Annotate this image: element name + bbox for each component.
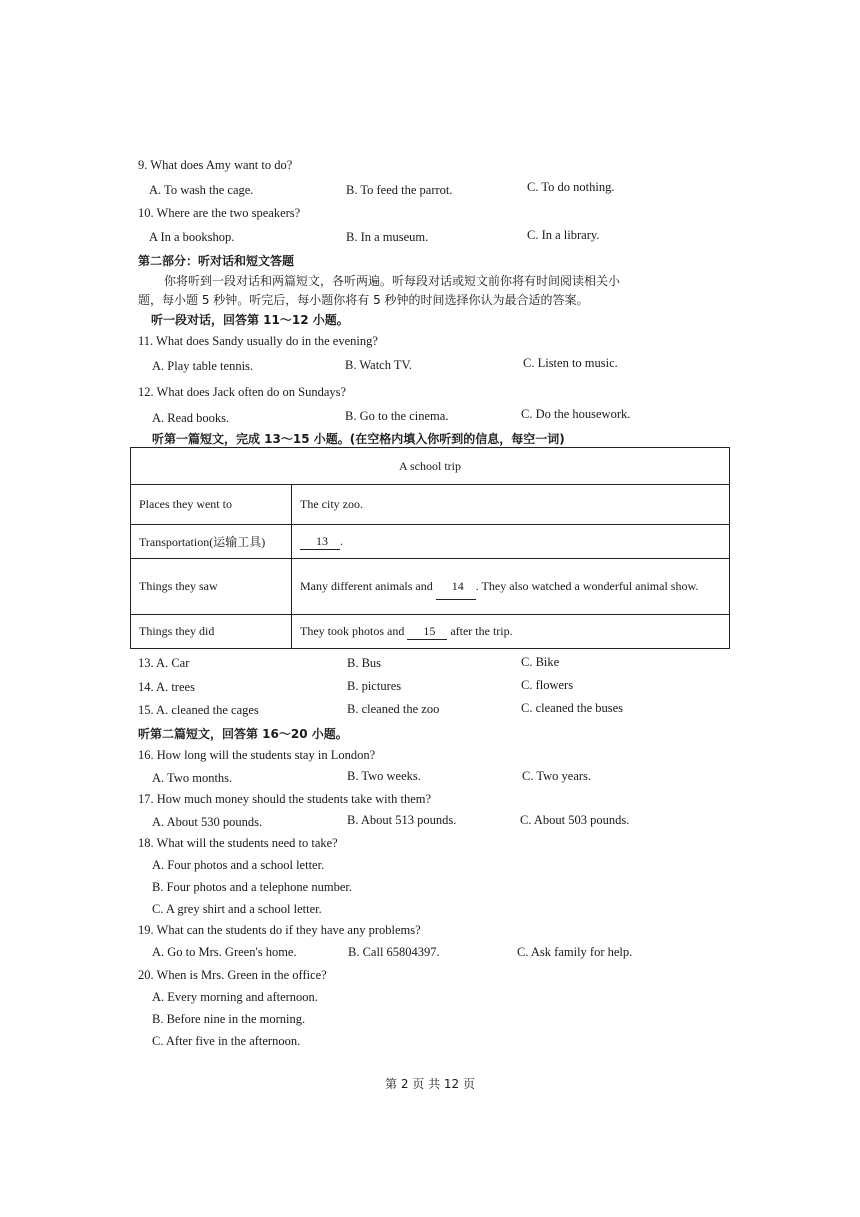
question-12-stem: 12. What does Jack often do on Sundays? [138, 385, 347, 399]
question-12-option-b: B. Go to the cinema. [345, 409, 449, 423]
passage2-heading: 听第二篇短文，回答第 16～20 小题。 [138, 727, 348, 741]
answer-blank-14[interactable]: 14 [436, 573, 476, 600]
table-row-label: Things they did [131, 615, 292, 649]
question-16-stem: 16. How long will the students stay in London? [138, 748, 376, 762]
question-15-option-b: B. cleaned the zoo [347, 702, 440, 716]
table-row-text: . [340, 533, 343, 548]
question-13-option-a: 13. A. Car [138, 656, 190, 670]
table-row [131, 559, 730, 615]
page-number-footer: 第 2 页 共 12 页 [385, 1077, 475, 1091]
question-13-option-c: C. Bike [521, 655, 560, 669]
question-17-option-c: C. About 503 pounds. [520, 813, 630, 827]
question-17-stem: 17. How much money should the students take with them? [138, 792, 432, 806]
question-9-option-b: B. To feed the parrot. [346, 183, 453, 197]
question-18-option-a: A. Four photos and a school letter. [152, 858, 325, 872]
table-title: A school trip [131, 448, 730, 485]
question-18-option-b: B. Four photos and a telephone number. [152, 880, 352, 894]
table-row-value [292, 525, 730, 559]
table-row-label: Places they went to [131, 485, 292, 525]
question-10-option-a: A In a bookshop. [149, 230, 235, 244]
table-row [131, 485, 730, 525]
question-17-option-a: A. About 530 pounds. [152, 815, 263, 829]
table-title-row [131, 448, 730, 485]
table-row-label: Transportation(运输工具) [131, 525, 292, 559]
question-11-option-a: A. Play table tennis. [152, 359, 254, 373]
question-20-stem: 20. When is Mrs. Green in the office? [138, 968, 327, 982]
question-20-option-c: C. After five in the afternoon. [152, 1034, 301, 1048]
part2-heading: 第二部分：听对话和短文答题 [138, 254, 295, 268]
table-row-text: The city zoo. [300, 497, 363, 511]
question-10-stem: 10. Where are the two speakers? [138, 206, 301, 220]
question-19-option-b: B. Call 65804397. [348, 945, 440, 959]
question-16-option-b: B. Two weeks. [347, 769, 421, 783]
question-9-option-a: A. To wash the cage. [149, 183, 254, 197]
table-row-value [292, 559, 730, 615]
question-14-option-a: 14. A. trees [138, 680, 195, 694]
table-row-text: . They also watched a wonderful animal show. [475, 579, 699, 593]
question-19-option-c: C. Ask family for help. [517, 945, 633, 959]
part2-instructions-line1: 你将听到一段对话和两篇短文，各听两遍。听每段对话或短文前你将有时间阅读相关小 [164, 274, 621, 288]
question-16-option-c: C. Two years. [522, 769, 592, 783]
question-14-option-b: B. pictures [347, 679, 402, 693]
table-row [131, 525, 730, 559]
question-12-option-a: A. Read books. [152, 411, 230, 425]
question-14-option-c: C. flowers [521, 678, 574, 692]
answer-blank-15[interactable]: 15 [407, 624, 447, 640]
question-11-stem: 11. What does Sandy usually do in the evening? [138, 334, 378, 348]
question-9-stem: 9. What does Amy want to do? [138, 158, 293, 172]
table-row-label: Things they saw [131, 559, 292, 615]
question-18-option-c: C. A grey shirt and a school letter. [152, 902, 322, 916]
question-9-option-c: C. To do nothing. [527, 180, 615, 194]
question-19-stem: 19. What can the students do if they have any problems? [138, 923, 421, 937]
question-11-option-c: C. Listen to music. [523, 356, 618, 370]
question-12-option-c: C. Do the housework. [521, 407, 631, 421]
question-18-stem: 18. What will the students need to take? [138, 836, 338, 850]
question-15-option-c: C. cleaned the buses [521, 701, 624, 715]
question-11-option-b: B. Watch TV. [345, 358, 413, 372]
dialogue-heading: 听一段对话，回答第 11～12 小题。 [151, 313, 349, 327]
question-19-option-a: A. Go to Mrs. Green's home. [152, 945, 297, 959]
question-17-option-b: B. About 513 pounds. [347, 813, 457, 827]
table-row-text: after the trip. [450, 623, 513, 638]
question-10-option-c: C. In a library. [527, 228, 600, 242]
table-row [131, 615, 730, 649]
table-row-value [292, 615, 730, 649]
question-16-option-a: A. Two months. [152, 771, 233, 785]
passage1-heading: 听第一篇短文，完成 13～15 小题。(在空格内填入你听到的信息，每空一词) [152, 432, 565, 446]
question-15-option-a: 15. A. cleaned the cages [138, 703, 259, 717]
question-13-option-b: B. Bus [347, 656, 382, 670]
answer-blank-13[interactable]: 13 [300, 534, 340, 550]
table-row-text: They took photos and [300, 623, 405, 638]
question-20-option-a: A. Every morning and afternoon. [152, 990, 318, 1004]
part2-instructions-line2: 题，每小题 5 秒钟。听完后，每小题你将有 5 秒钟的时间选择你认为最合适的答案。 [138, 293, 589, 307]
school-trip-table [130, 447, 730, 649]
table-row-text: Many different animals and [300, 579, 433, 593]
question-10-option-b: B. In a museum. [346, 230, 429, 244]
question-20-option-b: B. Before nine in the morning. [152, 1012, 306, 1026]
table-row-value [292, 485, 730, 525]
